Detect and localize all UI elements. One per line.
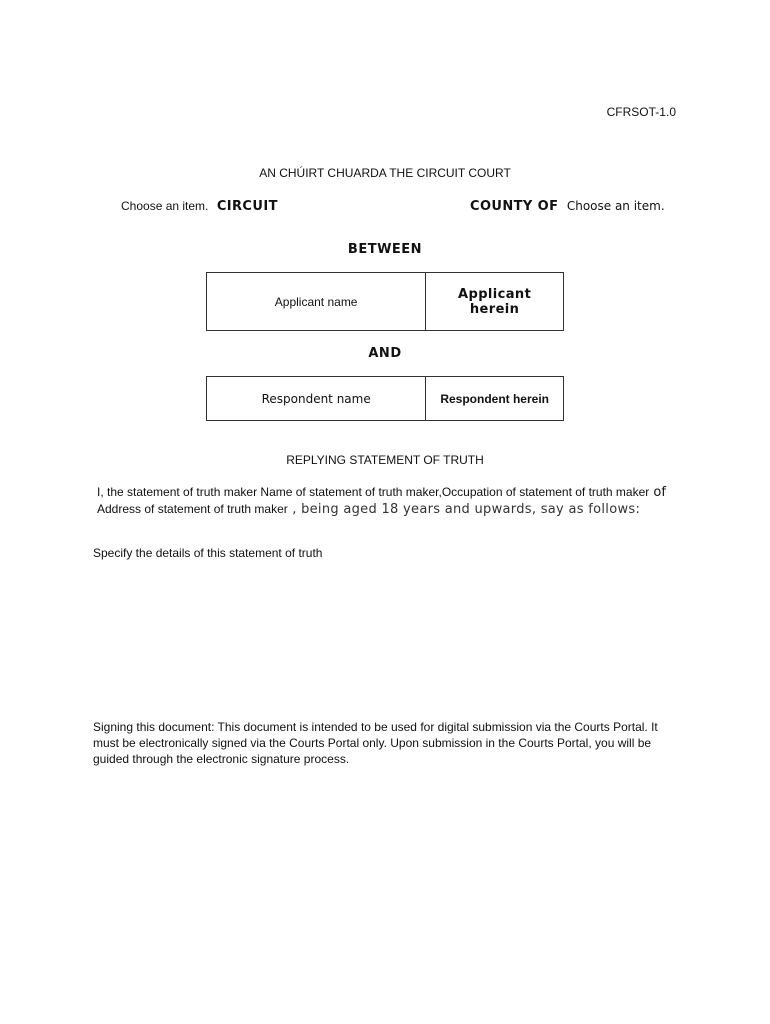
form-code: CFRSOT-1.0 [606, 105, 676, 119]
signing-note: Signing this document: This document is intended to be used for digital submission via the Courts Portal. It must be electronically signed via the Courts Portal only. Upon submission in the Courts Portal, you will be guided through the electronic signature process. [93, 720, 658, 766]
circuit-row-left [121, 197, 278, 215]
statement-comma: , [438, 485, 442, 499]
statement-title: REPLYING STATEMENT OF TRUTH [286, 453, 484, 467]
circuit-row-right [470, 197, 665, 215]
circuit-dropdown[interactable]: Choose an item. [121, 199, 209, 213]
statement-paragraph [97, 484, 687, 518]
applicant-role: Applicant herein [426, 273, 564, 331]
county-label: COUNTY OF [470, 199, 559, 214]
specify-details-field[interactable]: Specify the details of this statement of truth [93, 546, 323, 560]
court-title: AN CHÚIRT CHUARDA THE CIRCUIT COURT [259, 166, 511, 180]
respondent-role: Respondent herein [426, 377, 564, 421]
statement-address-field[interactable]: Address of statement of truth maker [97, 502, 288, 516]
and-heading: AND [368, 346, 402, 361]
applicant-table [206, 272, 564, 331]
between-heading: BETWEEN [347, 242, 423, 257]
statement-of-text: of [649, 485, 666, 500]
respondent-table [206, 376, 564, 421]
circuit-label: CIRCUIT [216, 199, 278, 214]
respondent-name-field[interactable]: Respondent name [207, 377, 426, 421]
county-dropdown[interactable]: Choose an item. [566, 199, 665, 213]
statement-occupation-field[interactable]: Occupation of statement of truth maker [441, 485, 650, 499]
statement-maker-name-field[interactable]: I, the statement of truth maker Name of statement of truth maker [97, 485, 439, 499]
statement-aged-text: , being aged 18 years and upwards, say as follows: [287, 502, 641, 517]
applicant-name-field[interactable]: Applicant name [207, 273, 426, 331]
